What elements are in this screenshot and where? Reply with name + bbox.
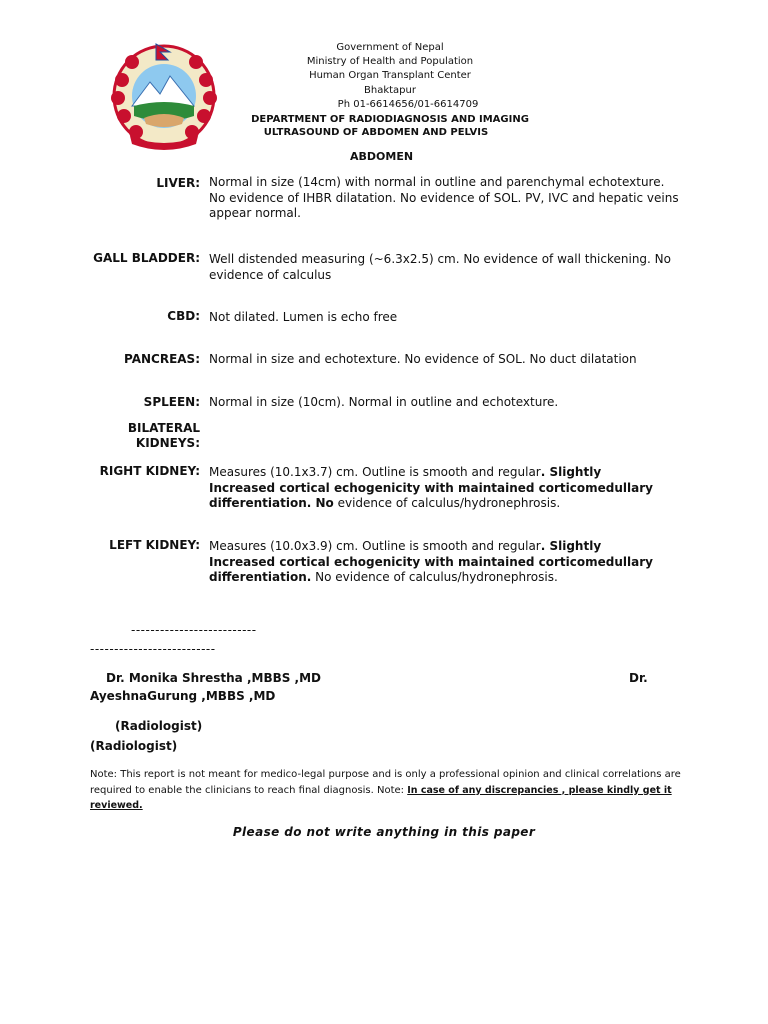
spleen-label: SPLEEN: <box>143 395 200 409</box>
liver-label: LIVER: <box>156 176 200 190</box>
left-kidney-measure: Measures (10.0x3.9) cm. Outline is smooth and regular <box>209 539 541 553</box>
footer-instruction: Please do not write anything in this paper <box>232 825 536 839</box>
doctor1-name: Dr. Monika Shrestha ,MBBS ,MD <box>106 671 322 685</box>
left-kidney-calculus: No evidence of calculus/hydronephrosis. <box>311 570 558 584</box>
bilateral-kidneys-label <box>0 421 200 451</box>
spleen-finding: Normal in size (10cm). Normal in outline and echotexture. <box>209 395 559 409</box>
section-title: ABDOMEN <box>350 150 414 163</box>
pancreas-finding: Normal in size and echotexture. No evidence of SOL. No duct dilatation <box>209 352 637 366</box>
header-location: Bhaktapur <box>364 85 416 96</box>
liver-finding: Normal in size (14cm) with normal in outline and parenchymal echotexture. No evidence of IHBR dilatation. No evidence of SOL. PV, IVC and hepatic veins appear normal. <box>209 175 679 220</box>
header-ministry: Ministry of Health and Population <box>306 56 474 67</box>
left-kidney-label: LEFT KIDNEY: <box>109 538 200 552</box>
doctor2-role: (Radiologist) <box>90 739 178 753</box>
bilateral-label-line2: KIDNEYS: <box>135 436 200 450</box>
doctor2-prefix: Dr. <box>629 671 648 685</box>
cbd-label: CBD: <box>167 309 200 323</box>
disclaimer-text: Note: This report is not meant for medico-legal purpose and is only a professional opinion and clinical correlations are required to enable the clinicians to reach final diagnosis. Note: <box>90 769 681 796</box>
right-kidney-finding <box>209 465 659 512</box>
header-center: Human Organ Transplant Center <box>309 70 471 81</box>
right-kidney-label: RIGHT KIDNEY: <box>99 464 200 478</box>
cbd-finding: Not dilated. Lumen is echo free <box>209 310 398 324</box>
right-kidney-measure: Measures (10.1x3.7) cm. Outline is smooth and regular <box>209 465 541 479</box>
signature-line-2: -------------------------- <box>90 642 216 656</box>
header-exam-title: ULTRASOUND OF ABDOMEN AND PELVIS <box>263 127 489 138</box>
right-kidney-calculus: evidence of calculus/hydronephrosis. <box>333 496 561 510</box>
header-government: Government of Nepal <box>336 42 444 53</box>
right-kidney-echogenicity: . Slightly Increased cortical echogenicity with maintained corticomedullary differentiation. No <box>209 465 653 510</box>
doctor1-role: (Radiologist) <box>115 719 203 733</box>
gall-bladder-finding: Well distended measuring (~6.3x2.5) cm. No evidence of wall thickening. No evidence of calculus <box>209 252 671 282</box>
gall-bladder-label: GALL BLADDER: <box>93 251 200 265</box>
header-phone: Ph 01-6614656/01-6614709 <box>337 99 479 110</box>
header-department: DEPARTMENT OF RADIODIAGNOSIS AND IMAGING <box>251 114 529 125</box>
signature-line-1: -------------------------- <box>131 623 257 637</box>
disclaimer-note <box>90 767 690 814</box>
left-kidney-echogenicity: . Slightly Increased cortical echogenicity with maintained corticomedullary differentiation. <box>209 539 653 584</box>
bilateral-label-line1: BILATERAL <box>127 421 200 435</box>
discrepancy-warning: In case of any discrepancies , please kindly get it reviewed. <box>90 784 672 811</box>
pancreas-label: PANCREAS: <box>124 352 200 366</box>
left-kidney-finding <box>209 539 659 586</box>
doctor2-name: AyeshnaGurung ,MBBS ,MD <box>90 689 276 703</box>
